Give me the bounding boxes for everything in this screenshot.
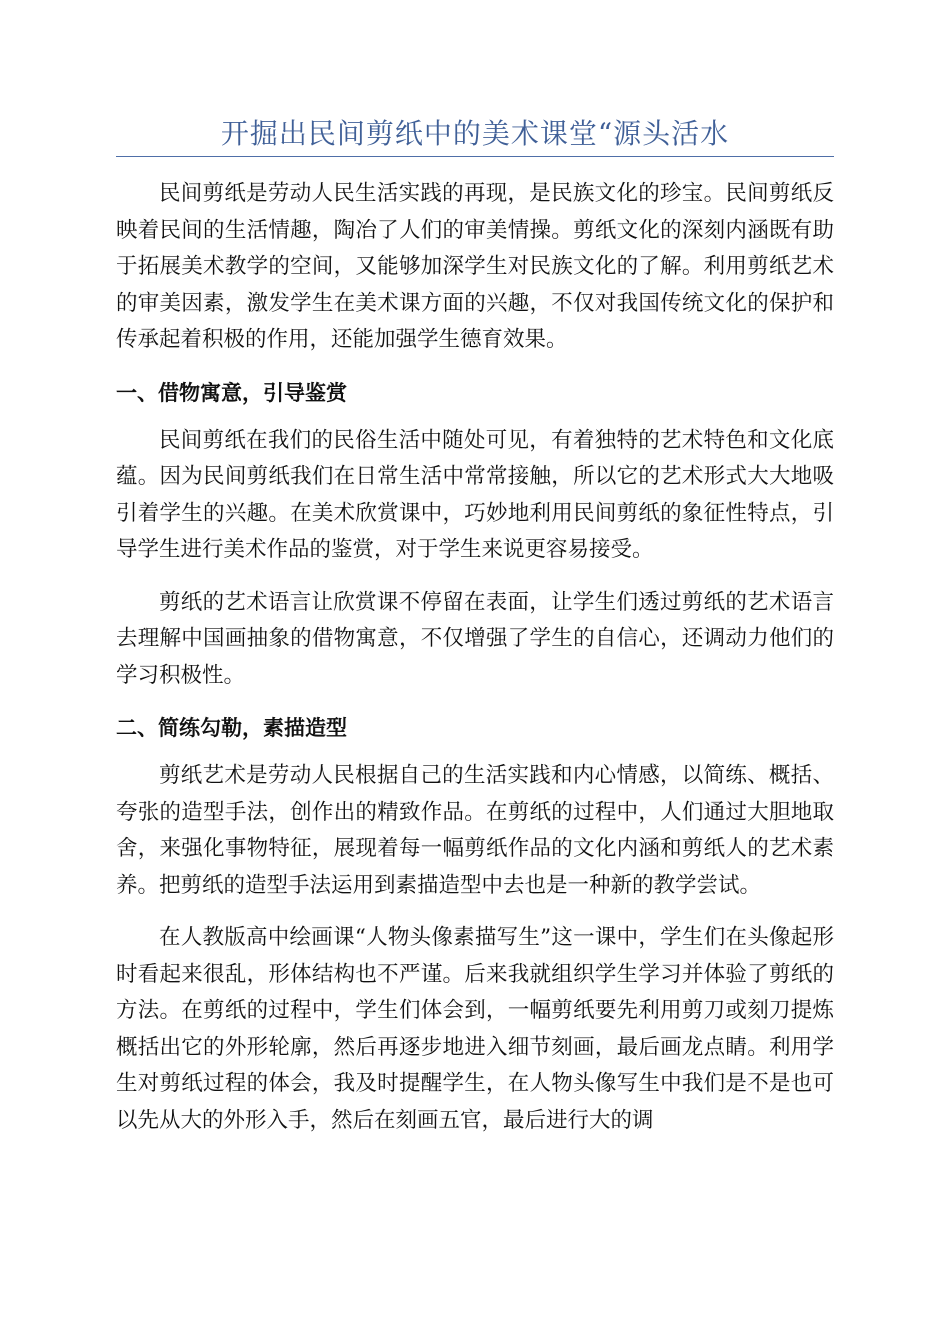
paragraph-section2-b: 在人教版高中绘画课“人物头像素描写生”这一课中，学生们在头像起形时看起来很乱，形体结构也不严谨。后来我就组织学生学习并体验了剪纸的方法。在剪纸的过程中，学生们体会到，一幅剪纸要先利用剪刀或刻刀提炼概括出它的外形轮廓，然后再逐步地进入细节刻画，最后画龙点睛。利用学生对剪纸过程的体会，我及时提醒学生，在人物头像写生中我们是不是也可以先从大的外形入手，然后在刻画五官，最后进行大的调 bbox=[116, 925, 834, 1133]
title-block bbox=[116, 112, 834, 157]
section-heading-1: 一、借物寓意，引导鉴赏 bbox=[116, 380, 347, 405]
paragraph-intro: 民间剪纸是劳动人民生活实践的再现，是民族文化的珍宝。民间剪纸反映着民间的生活情趣，陶冶了人们的审美情操。剪纸文化的深刻内涵既有助于拓展美术教学的空间，又能够加深学生对民族文化的了解。利用剪纸艺术的审美因素，激发学生在美术课方面的兴趣，不仅对我国传统文化的保护和传承起着积极的作用，还能加强学生德育效果。 bbox=[116, 181, 834, 352]
paragraph-section2-a: 剪纸艺术是劳动人民根据自己的生活实践和内心情感，以简练、概括、夸张的造型手法，创作出的精致作品。在剪纸的过程中，人们通过大胆地取舍，来强化事物特征，展现着每一幅剪纸作品的文化内涵和剪纸人的艺术素养。把剪纸的造型手法运用到素描造型中去也是一种新的教学尝试。 bbox=[116, 763, 834, 898]
document-title: 开掘出民间剪纸中的美术课堂“源头活水 bbox=[220, 117, 730, 150]
paragraph-section1-b: 剪纸的艺术语言让欣赏课不停留在表面，让学生们透过剪纸的艺术语言去理解中国画抽象的借物寓意，不仅增强了学生的自信心，还调动力他们的学习积极性。 bbox=[116, 589, 834, 688]
paragraph-section1-a: 民间剪纸在我们的民俗生活中随处可见，有着独特的艺术特色和文化底蕴。因为民间剪纸我们在日常生活中常常接触，所以它的艺术形式大大地吸引着学生的兴趣。在美术欣赏课中，巧妙地利用民间剪纸的象征性特点，引导学生进行美术作品的鉴赏，对于学生来说更容易接受。 bbox=[116, 427, 834, 562]
document-body bbox=[116, 176, 834, 1155]
section-heading-2: 二、简练勾勒，素描造型 bbox=[116, 716, 347, 740]
